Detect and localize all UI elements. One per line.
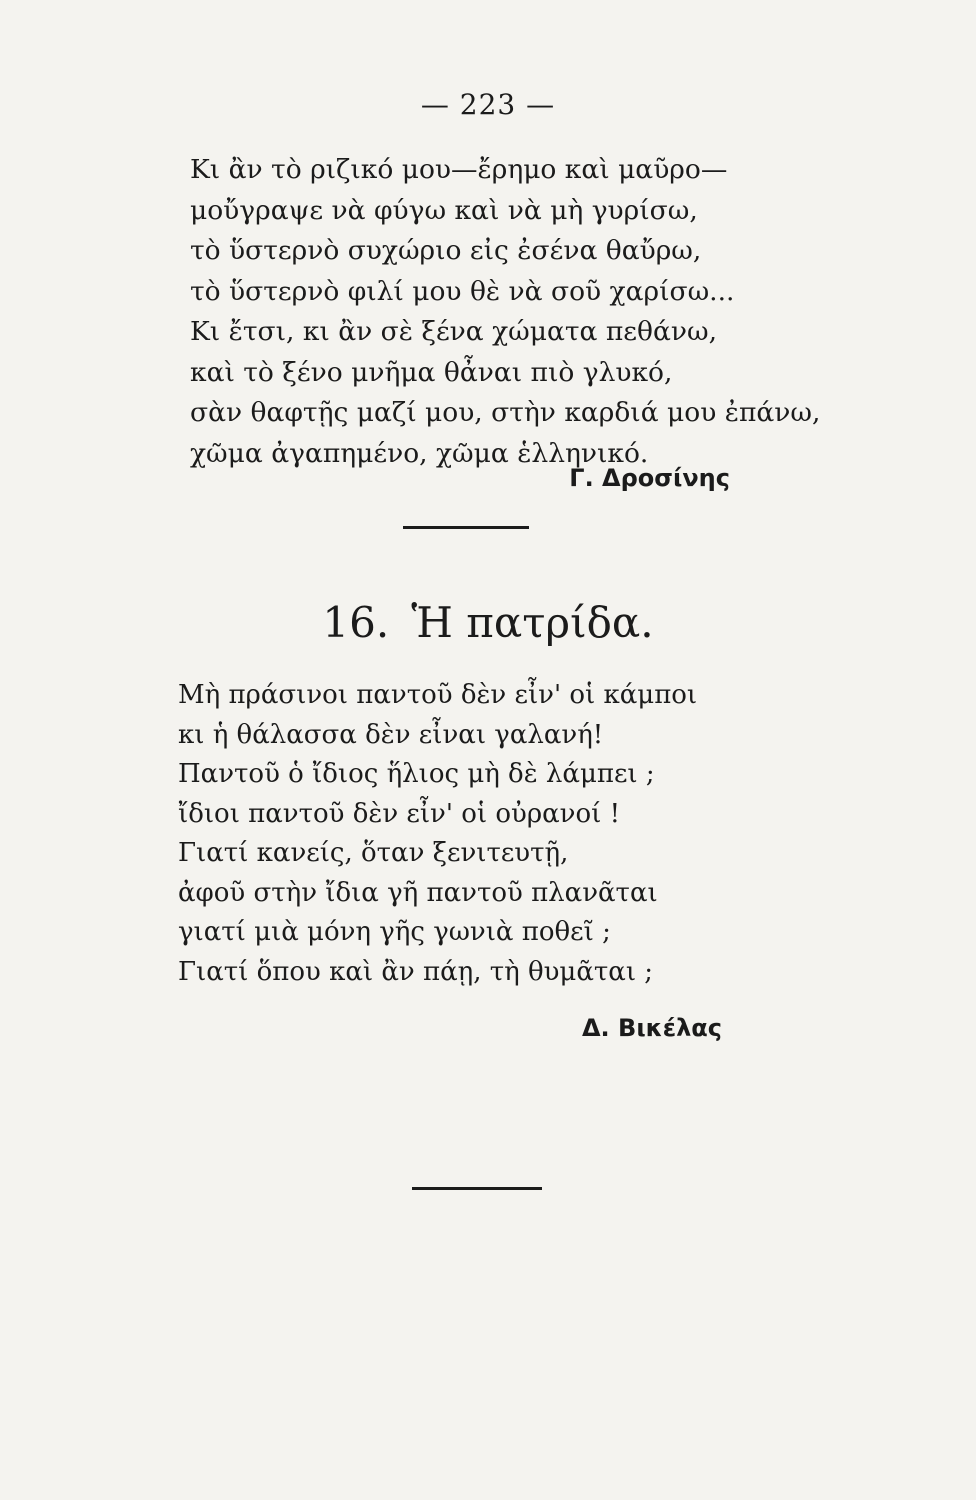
- poem-2-line: Μὴ πράσινοι παντοῦ δὲν εἶν' οἱ κάμποι: [178, 680, 698, 710]
- poem-2-line: κι ἡ θάλασσα δὲν εἶναι γαλανή!: [178, 719, 604, 750]
- poem-1-line: μοὔγραψε νὰ φύγω καὶ νὰ μὴ γυρίσω,: [190, 194, 698, 226]
- poem-2: [178, 676, 778, 992]
- page-number: — 223 —: [420, 88, 556, 121]
- poem-2-line: Γιατί κανείς, ὅταν ξενιτευτῇ,: [178, 838, 569, 868]
- poem-2-line: ἴδιοι παντοῦ δὲν εἶν' οἱ οὐρανοί !: [178, 798, 621, 829]
- poem-1-line: σὰν θαφτῇς μαζί μου, στὴν καρδιά μου ἐπάνω,: [190, 397, 821, 428]
- poem-1-line: Κι ἂν τὸ ριζικό μου—ἔρημο καὶ μαῦρο—: [190, 154, 728, 185]
- poem-2-title: Ἡ πατρίδα.: [411, 598, 654, 647]
- poem-1-line: καὶ τὸ ξένο μνῆμα θἆναι πιὸ γλυκό,: [190, 356, 673, 388]
- poem-1-line: Κι ἔτσι, κι ἂν σὲ ξένα χώματα πεθάνω,: [190, 316, 718, 347]
- poem-1-line: χῶμα ἀγαπημένο, χῶμα ἑλληνικό.: [190, 437, 649, 469]
- poem-1-author: Γ. Δροσίνης: [569, 464, 730, 492]
- poem-2-line: Παντοῦ ὁ ἴδιος ἥλιος μὴ δὲ λάμπει ;: [178, 759, 655, 789]
- poem-1: [190, 150, 821, 474]
- section-divider: [403, 526, 529, 529]
- section-divider: [412, 1187, 542, 1190]
- poem-2-line: ἀφοῦ στὴν ἴδια γῆ παντοῦ πλανᾶται: [178, 877, 658, 908]
- poem-2-author: Δ. Βικέλας: [581, 1014, 722, 1042]
- poem-2-number: 16.: [322, 598, 390, 647]
- poem-2-heading: [0, 598, 976, 647]
- poem-1-line: τὸ ὕστερνὸ φιλί μου θὲ νὰ σοῦ χαρίσω...: [190, 275, 735, 307]
- poem-1-line: τὸ ὕστερνὸ συχώριο εἰς ἐσένα θαὔρω,: [190, 235, 702, 266]
- poem-2-line: Γιατί ὅπου καὶ ἂν πάῃ, τὴ θυμᾶται ;: [178, 956, 654, 987]
- poem-2-line: γιατί μιὰ μόνη γῆς γωνιὰ ποθεῖ ;: [178, 917, 611, 947]
